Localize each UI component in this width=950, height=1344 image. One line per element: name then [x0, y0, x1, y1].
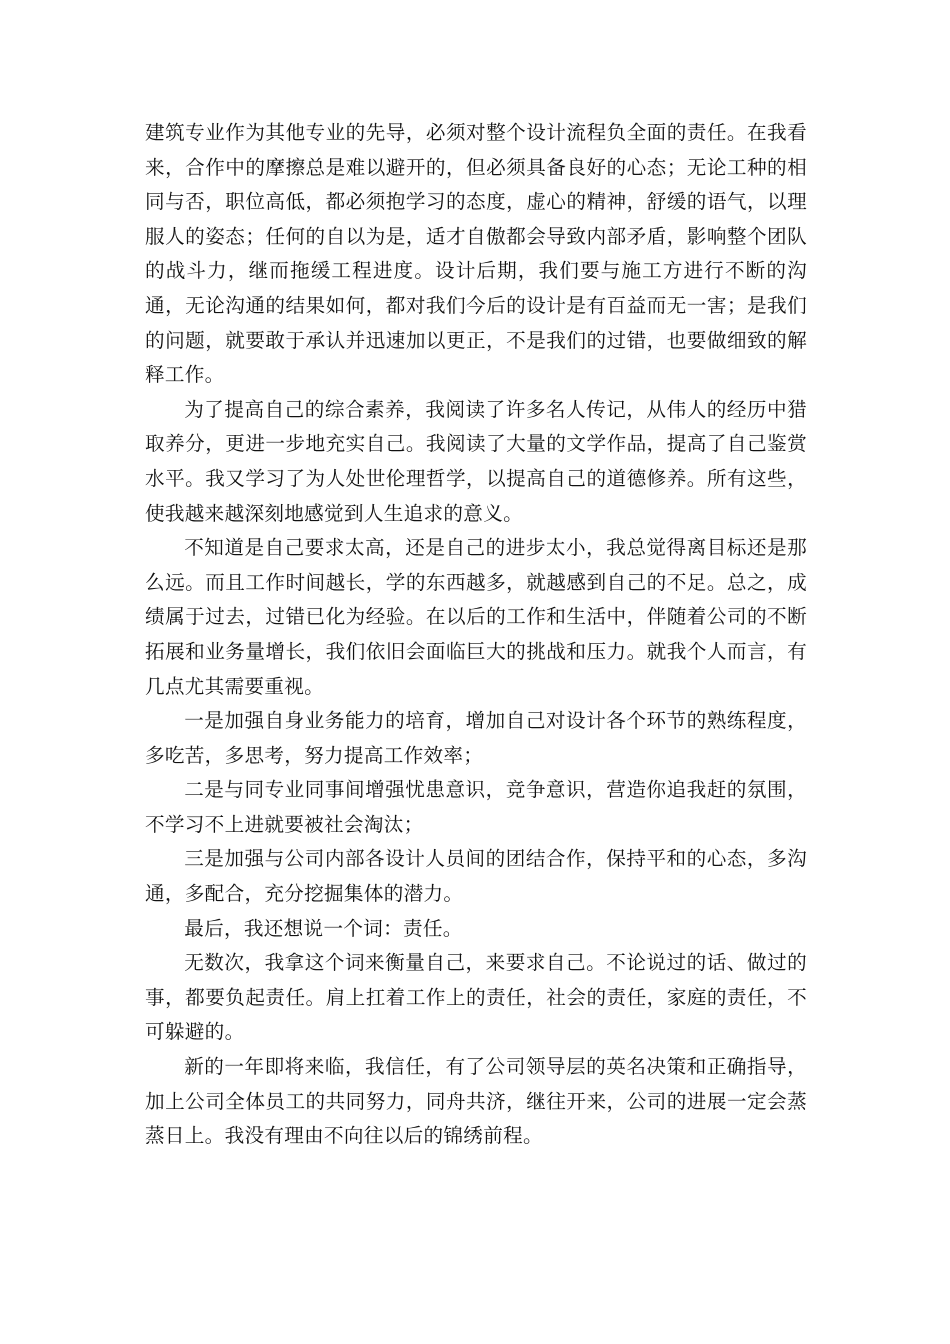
paragraph-final-word: 最后，我还想说一个词：责任。 — [184, 916, 463, 940]
document-body — [145, 116, 807, 1154]
paragraph-responsibility-of-architecture: 建筑专业作为其他专业的先导，必须对整个设计流程负全面的责任。在我看来，合作中的摩擦总是难以避开的，但必须具备良好的心态；无论工种的相同与否，职位高低，都必须抱学习的态度，虚心的精神，舒缓的语气，以理服人的姿态；任何的自以为是，适才自傲都会导致内部矛盾，影响整个团队的战斗力，继而拖缓工程进度。设计后期，我们要与施工方进行不断的沟通，无论沟通的结果如何，都对我们今后的设计是有百益而无一害；是我们的问题，就要敢于承认并迅速加以更正，不是我们的过错，也要做细致的解释工作。 — [145, 121, 807, 387]
paragraph-point-one: 一是加强自身业务能力的培育，增加自己对设计各个环节的熟练程度，多吃苦，多思考，努力提高工作效率； — [145, 709, 807, 767]
paragraph-point-three: 三是加强与公司内部各设计人员间的团结合作，保持平和的心态，多沟通，多配合，充分挖掘集体的潜力。 — [145, 847, 807, 906]
paragraph-shortcomings-and-challenges: 不知道是自己要求太高，还是自己的进步太小，我总觉得离目标还是那么远。而且工作时间越长，学的东西越多，就越感到自己的不足。总之，成绩属于过去，过错已化为经验。在以后的工作和生活中，伴随着公司的不断拓展和业务量增长，我们依旧会面临巨大的挑战和压力。就我个人而言，有几点尤其需要重视。 — [145, 536, 807, 698]
paragraph-self-improvement-reading: 为了提高自己的综合素养，我阅读了许多名人传记，从伟人的经历中猎取养分，更进一步地充实自己。我阅读了大量的文学作品，提高了自己鉴赏水平。我又学习了为人处世伦理哲学，以提高自己的道德修养。所有这些，使我越来越深刻地感觉到人生追求的意义。 — [145, 397, 807, 525]
paragraph-new-year-outlook: 新的一年即将来临，我信任，有了公司领导层的英名决策和正确指导，加上公司全体员工的共同努力，同舟共济，继往开来，公司的进展一定会蒸蒸日上。我没有理由不向往以后的锦绣前程。 — [145, 1055, 807, 1148]
paragraph-point-two: 二是与同专业同事间增强忧患意识，竞争意识，营造你追我赶的氛围，不学习不上进就要被社会淘汰； — [145, 778, 807, 836]
paragraph-on-responsibility: 无数次，我拿这个词来衡量自己，来要求自己。不论说过的话、做过的事，都要负起责任。肩上扛着工作上的责任，社会的责任，家庭的责任，不可躲避的。 — [145, 951, 807, 1044]
